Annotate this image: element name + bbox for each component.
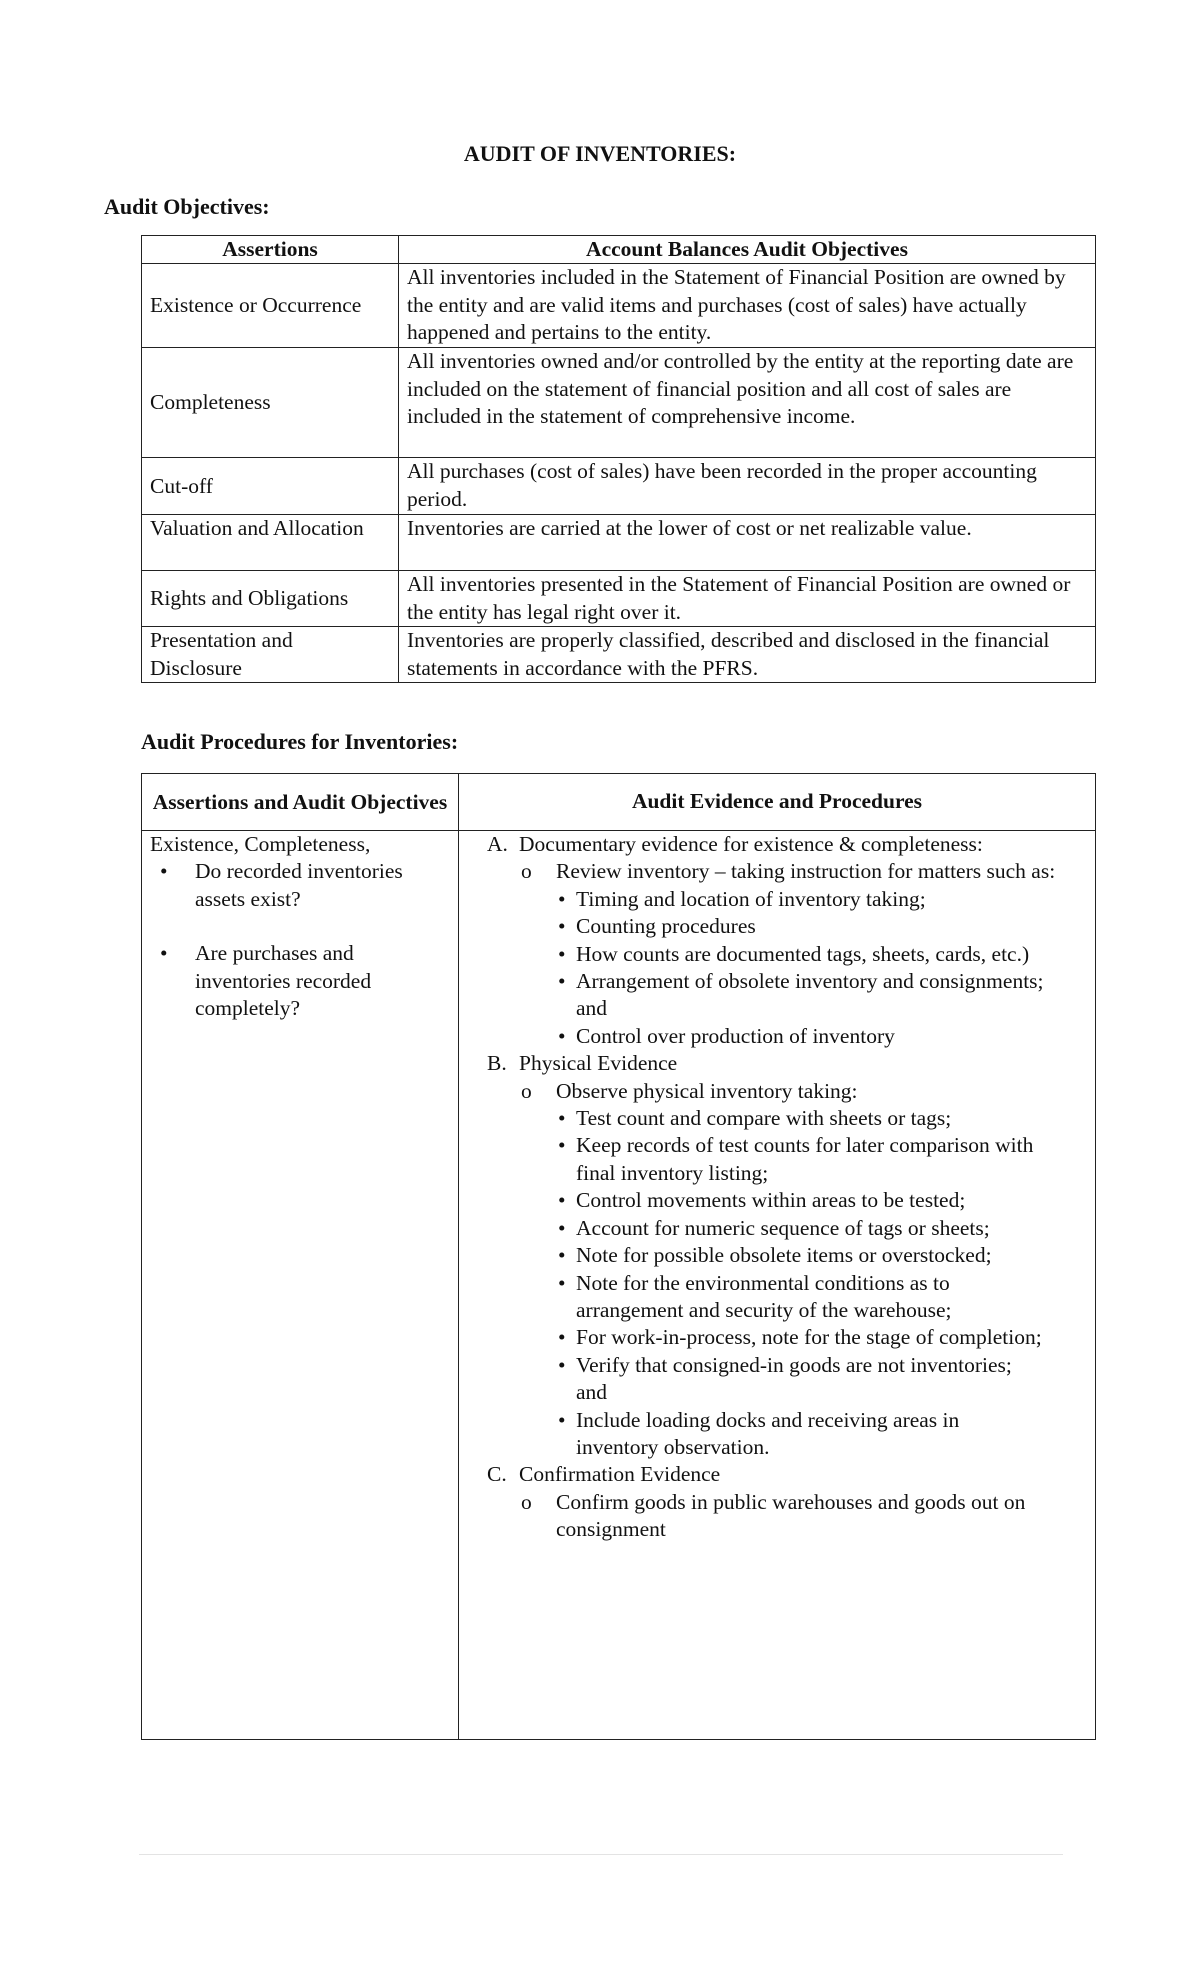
list-item bbox=[150, 858, 410, 913]
objective-cell: All purchases (cost of sales) have been recorded in the proper accounting period. bbox=[399, 458, 1096, 515]
list-item-text: Control movements within areas to be tested; bbox=[576, 1188, 966, 1213]
bullet-icon: • bbox=[558, 1023, 566, 1048]
section-title: Confirmation Evidence bbox=[519, 1462, 721, 1487]
list-item bbox=[556, 1242, 1047, 1269]
list-item-text: Counting procedures bbox=[576, 914, 756, 939]
table-header-row bbox=[142, 236, 1096, 264]
assertions-cell bbox=[142, 831, 459, 1740]
document-title: AUDIT OF INVENTORIES: bbox=[463, 141, 737, 166]
list-item-text: Account for numeric sequence of tags or sheets; bbox=[576, 1215, 990, 1240]
list-item bbox=[556, 886, 1047, 913]
table-row bbox=[142, 264, 1096, 348]
section-marker: C. bbox=[487, 1462, 507, 1487]
table-row bbox=[142, 458, 1096, 515]
list-item bbox=[556, 1324, 1047, 1351]
bullet-icon: • bbox=[558, 1325, 566, 1350]
objective-cell: All inventories included in the Statement of Financial Position are owned by the entity and are valid items and purchases (cost of sales) have actually happened and pertains to the entity. bbox=[399, 264, 1096, 348]
list-item-text: Verify that consigned-in goods are not inventories; and bbox=[576, 1352, 1012, 1405]
bullet-icon: • bbox=[558, 1215, 566, 1240]
procedures-heading: Audit Procedures for Inventories: bbox=[141, 729, 459, 754]
bullet-icon: • bbox=[558, 1188, 566, 1213]
section-item bbox=[487, 831, 1087, 1050]
table-row bbox=[142, 348, 1096, 458]
assertion-cell: Presentation and Disclosure bbox=[142, 627, 399, 683]
objective-cell: All inventories owned and/or controlled by the entity at the reporting date are included on the statement of financial position and all cost of sales are included in the statement of comprehensive income. bbox=[399, 348, 1096, 458]
list-item bbox=[556, 913, 1047, 940]
objectives-heading: Audit Objectives: bbox=[104, 194, 270, 219]
procedures-table bbox=[141, 773, 1096, 1740]
sub-item bbox=[521, 1078, 1087, 1462]
list-item-text: Note for possible obsolete items or overstocked; bbox=[576, 1243, 992, 1268]
bullet-icon: • bbox=[558, 1407, 566, 1432]
column-header: Assertions and Audit Objectives bbox=[142, 774, 459, 831]
table-header-row bbox=[142, 774, 1096, 831]
bullet-icon: • bbox=[160, 859, 168, 884]
list-item bbox=[556, 1270, 1047, 1325]
assertion-cell: Valuation and Allocation bbox=[142, 515, 399, 571]
section-item bbox=[487, 1050, 1087, 1461]
bullet-icon: • bbox=[558, 1243, 566, 1268]
list-item-text: Timing and location of inventory taking; bbox=[576, 886, 926, 911]
bullet-icon: • bbox=[558, 1106, 566, 1131]
list-item bbox=[556, 1132, 1047, 1187]
list-item-text: Include loading docks and receiving areas in inventory observation. bbox=[576, 1407, 960, 1459]
circle-bullet-icon: o bbox=[521, 1489, 532, 1514]
procedures-cell bbox=[459, 831, 1096, 1740]
bullet-icon: • bbox=[558, 886, 566, 911]
section-marker: A. bbox=[487, 832, 508, 856]
objective-cell: Inventories are carried at the lower of cost or net realizable value. bbox=[399, 515, 1096, 571]
list-item bbox=[556, 968, 1047, 1023]
bullet-icon: • bbox=[558, 1270, 566, 1295]
sub-item-text: Observe physical inventory taking: bbox=[556, 1078, 858, 1103]
table-row bbox=[142, 831, 1096, 1740]
list-item bbox=[556, 1352, 1047, 1407]
assertion-cell: Existence or Occurrence bbox=[142, 264, 399, 348]
objective-cell: Inventories are properly classified, described and disclosed in the financial statements in accordance with the PFRS. bbox=[399, 627, 1096, 683]
list-item-text: Control over production of inventory bbox=[576, 1023, 895, 1048]
bullet-icon: • bbox=[558, 914, 566, 939]
section-item bbox=[487, 1461, 1087, 1543]
objectives-table bbox=[141, 235, 1096, 683]
bullet-icon: • bbox=[160, 941, 168, 966]
section-title: Documentary evidence for existence & completeness: bbox=[519, 832, 983, 856]
objective-cell: All inventories presented in the Statement of Financial Position are owned or the entity has legal right over it. bbox=[399, 571, 1096, 627]
assertion-cell: Completeness bbox=[142, 348, 399, 458]
assertions-intro: Existence, Completeness, bbox=[150, 832, 371, 856]
sub-item bbox=[521, 1489, 1087, 1544]
list-item-text: Arrangement of obsolete inventory and consignments; and bbox=[576, 969, 1044, 1021]
list-item bbox=[556, 1215, 1047, 1242]
section-title: Physical Evidence bbox=[519, 1051, 678, 1076]
list-item-text: How counts are documented tags, sheets, cards, etc.) bbox=[576, 941, 1030, 966]
circle-bullet-icon: o bbox=[521, 859, 532, 884]
list-item-text: For work-in-process, note for the stage of completion; bbox=[576, 1325, 1042, 1350]
sub-item bbox=[521, 858, 1087, 1050]
list-item-text: Test count and compare with sheets or tags; bbox=[576, 1106, 952, 1131]
sub-item-text: Review inventory – taking instruction for matters such as: bbox=[556, 859, 1056, 884]
bullet-icon: • bbox=[558, 1352, 566, 1377]
assertion-cell: Rights and Obligations bbox=[142, 571, 399, 627]
list-item bbox=[556, 1023, 1047, 1050]
list-item bbox=[556, 1187, 1047, 1214]
circle-bullet-icon: o bbox=[521, 1078, 532, 1103]
column-header: Account Balances Audit Objectives bbox=[399, 236, 1096, 264]
bullet-icon: • bbox=[558, 941, 566, 966]
list-item-text: Do recorded inventories assets exist? bbox=[195, 859, 403, 911]
page-divider bbox=[139, 1854, 1063, 1855]
list-item bbox=[556, 941, 1047, 968]
sub-item-text: Confirm goods in public warehouses and goods out on consignment bbox=[556, 1489, 1026, 1542]
list-item bbox=[556, 1105, 1047, 1132]
table-row bbox=[142, 571, 1096, 627]
list-item-text: Note for the environmental conditions as to arrangement and security of the warehouse; bbox=[576, 1270, 952, 1322]
table-row bbox=[142, 515, 1096, 571]
column-header: Assertions bbox=[142, 236, 399, 264]
section-marker: B. bbox=[487, 1051, 507, 1076]
table-row bbox=[142, 627, 1096, 683]
list-item-text: Keep records of test counts for later comparison with final inventory listing; bbox=[576, 1133, 1034, 1185]
assertion-cell: Cut-off bbox=[142, 458, 399, 515]
bullet-icon: • bbox=[558, 1133, 566, 1158]
list-item-text: Are purchases and inventories recorded completely? bbox=[195, 941, 372, 1021]
list-item bbox=[150, 940, 410, 1022]
column-header: Audit Evidence and Procedures bbox=[459, 774, 1096, 831]
bullet-icon: • bbox=[558, 969, 566, 994]
list-item bbox=[556, 1407, 1047, 1462]
